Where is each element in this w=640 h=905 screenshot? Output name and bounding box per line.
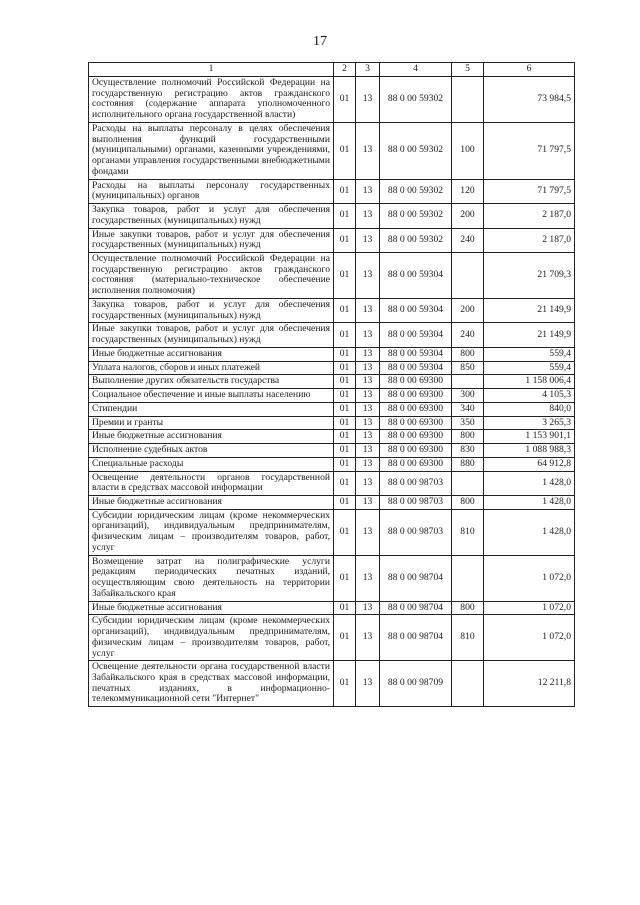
- expense-type-cell: 850: [452, 361, 484, 375]
- target-article-cell: 88 0 00 69300: [380, 457, 452, 471]
- table-row: [89, 253, 575, 299]
- target-article-cell: 88 0 00 59304: [380, 298, 452, 322]
- row-name-cell: Выполнение других обязательств государства: [89, 375, 334, 389]
- expense-type-cell: 240: [452, 228, 484, 252]
- section-code-cell: 01: [334, 402, 356, 416]
- row-name-cell: Освещение деятельности органа государственной власти Забайкальского края в средствах массовой информации, печатных изданиях, в информационно-телекоммуникационной сети "Интернет": [89, 661, 334, 707]
- section-code-cell: 01: [334, 457, 356, 471]
- amount-cell: 73 984,5: [484, 77, 575, 123]
- budget-table: [88, 62, 575, 707]
- table-row: [89, 122, 575, 179]
- expense-type-cell: 340: [452, 402, 484, 416]
- table-row: [89, 228, 575, 252]
- target-article-cell: 88 0 00 98703: [380, 495, 452, 509]
- row-name-cell: Осуществление полномочий Российской Федерации на государственную регистрацию актов гражданского состояния (материально-техническое обеспечение исполнения полномочия): [89, 253, 334, 299]
- amount-cell: 1 072,0: [484, 615, 575, 661]
- subsection-code-cell: 13: [356, 389, 380, 403]
- target-article-cell: 88 0 00 98704: [380, 601, 452, 615]
- section-code-cell: 01: [334, 509, 356, 555]
- section-code-cell: 01: [334, 77, 356, 123]
- subsection-code-cell: 13: [356, 555, 380, 601]
- expense-type-cell: [452, 375, 484, 389]
- target-article-cell: 88 0 00 59304: [380, 323, 452, 347]
- row-name-cell: Иные закупки товаров, работ и услуг для обеспечения государственных (муниципальных) нужд: [89, 228, 334, 252]
- row-name-cell: Расходы на выплаты персоналу в целях обеспечения выполнения функций государственными (муниципальными) органами, казенными учреждениями, органами управления государственными внебюджетными фондами: [89, 122, 334, 179]
- section-code-cell: 01: [334, 661, 356, 707]
- amount-cell: 21 149,9: [484, 298, 575, 322]
- subsection-code-cell: 13: [356, 204, 380, 228]
- section-code-cell: 01: [334, 389, 356, 403]
- subsection-code-cell: 13: [356, 661, 380, 707]
- row-name-cell: Уплата налогов, сборов и иных платежей: [89, 361, 334, 375]
- section-code-cell: 01: [334, 601, 356, 615]
- subsection-code-cell: 13: [356, 122, 380, 179]
- amount-cell: 840,0: [484, 402, 575, 416]
- table-row: [89, 375, 575, 389]
- row-name-cell: Возмещение затрат на полиграфические услуги редакциям периодических печатных изданий, осуществляющим свою деятельность на территории Забайкальского края: [89, 555, 334, 601]
- target-article-cell: 88 0 00 69300: [380, 389, 452, 403]
- table-row: [89, 204, 575, 228]
- target-article-cell: 88 0 00 98703: [380, 509, 452, 555]
- expense-type-cell: 120: [452, 179, 484, 203]
- amount-cell: 1 072,0: [484, 555, 575, 601]
- expense-type-cell: 810: [452, 509, 484, 555]
- target-article-cell: 88 0 00 69300: [380, 444, 452, 458]
- expense-type-cell: 800: [452, 430, 484, 444]
- section-code-cell: 01: [334, 298, 356, 322]
- section-code-cell: 01: [334, 430, 356, 444]
- expense-type-cell: 800: [452, 601, 484, 615]
- row-name-cell: Закупка товаров, работ и услуг для обеспечения государственных (муниципальных) нужд: [89, 204, 334, 228]
- section-code-cell: 01: [334, 122, 356, 179]
- page-number: 17: [313, 34, 327, 49]
- subsection-code-cell: 13: [356, 347, 380, 361]
- row-name-cell: Исполнение судебных актов: [89, 444, 334, 458]
- subsection-code-cell: 13: [356, 457, 380, 471]
- expense-type-cell: 240: [452, 323, 484, 347]
- expense-type-cell: [452, 661, 484, 707]
- row-name-cell: Субсидии юридическим лицам (кроме некоммерческих организаций), индивидуальным предпринимателям, физическим лицам – производителям товаров, работ, услуг: [89, 615, 334, 661]
- subsection-code-cell: 13: [356, 228, 380, 252]
- table-row: [89, 416, 575, 430]
- amount-cell: 1 428,0: [484, 509, 575, 555]
- expense-type-cell: 200: [452, 298, 484, 322]
- column-header: 3: [356, 63, 380, 77]
- subsection-code-cell: 13: [356, 253, 380, 299]
- subsection-code-cell: 13: [356, 509, 380, 555]
- column-header: 1: [89, 63, 334, 77]
- subsection-code-cell: 13: [356, 323, 380, 347]
- target-article-cell: 88 0 00 69300: [380, 402, 452, 416]
- subsection-code-cell: 13: [356, 375, 380, 389]
- amount-cell: 4 105,3: [484, 389, 575, 403]
- row-name-cell: Специальные расходы: [89, 457, 334, 471]
- subsection-code-cell: 13: [356, 444, 380, 458]
- table-row: [89, 471, 575, 495]
- subsection-code-cell: 13: [356, 430, 380, 444]
- row-name-cell: Иные закупки товаров, работ и услуг для обеспечения государственных (муниципальных) нужд: [89, 323, 334, 347]
- target-article-cell: 88 0 00 59304: [380, 361, 452, 375]
- table-row: [89, 601, 575, 615]
- expense-type-cell: [452, 555, 484, 601]
- row-name-cell: Иные бюджетные ассигнования: [89, 495, 334, 509]
- subsection-code-cell: 13: [356, 601, 380, 615]
- amount-cell: 1 428,0: [484, 471, 575, 495]
- section-code-cell: 01: [334, 375, 356, 389]
- amount-cell: 21 149,9: [484, 323, 575, 347]
- amount-cell: 3 265,3: [484, 416, 575, 430]
- amount-cell: 12 211,8: [484, 661, 575, 707]
- expense-type-cell: 350: [452, 416, 484, 430]
- amount-cell: 1 428,0: [484, 495, 575, 509]
- subsection-code-cell: 13: [356, 471, 380, 495]
- table-row: [89, 402, 575, 416]
- table-row: [89, 457, 575, 471]
- section-code-cell: 01: [334, 555, 356, 601]
- row-name-cell: Субсидии юридическим лицам (кроме некоммерческих организаций), индивидуальным предпринимателям, физическим лицам – производителям товаров, работ, услуг: [89, 509, 334, 555]
- table-row: [89, 179, 575, 203]
- column-header: 4: [380, 63, 452, 77]
- table-row: [89, 77, 575, 123]
- target-article-cell: 88 0 00 59304: [380, 347, 452, 361]
- row-name-cell: Премии и гранты: [89, 416, 334, 430]
- table-row: [89, 615, 575, 661]
- subsection-code-cell: 13: [356, 179, 380, 203]
- expense-type-cell: [452, 77, 484, 123]
- table-row: [89, 347, 575, 361]
- row-name-cell: Социальное обеспечение и иные выплаты населению: [89, 389, 334, 403]
- table-row: [89, 361, 575, 375]
- table-header-row: [89, 63, 575, 77]
- target-article-cell: 88 0 00 98703: [380, 471, 452, 495]
- target-article-cell: 88 0 00 69300: [380, 375, 452, 389]
- target-article-cell: 88 0 00 69300: [380, 430, 452, 444]
- expense-type-cell: 880: [452, 457, 484, 471]
- expense-type-cell: 100: [452, 122, 484, 179]
- table-row: [89, 495, 575, 509]
- section-code-cell: 01: [334, 471, 356, 495]
- target-article-cell: 88 0 00 69300: [380, 416, 452, 430]
- expense-type-cell: [452, 253, 484, 299]
- amount-cell: 2 187,0: [484, 228, 575, 252]
- target-article-cell: 88 0 00 59304: [380, 253, 452, 299]
- table-row: [89, 444, 575, 458]
- amount-cell: 1 158 006,4: [484, 375, 575, 389]
- section-code-cell: 01: [334, 204, 356, 228]
- table-row: [89, 509, 575, 555]
- table-row: [89, 323, 575, 347]
- row-name-cell: Иные бюджетные ассигнования: [89, 430, 334, 444]
- row-name-cell: Стипендии: [89, 402, 334, 416]
- amount-cell: 64 912,8: [484, 457, 575, 471]
- column-header: 2: [334, 63, 356, 77]
- amount-cell: 2 187,0: [484, 204, 575, 228]
- section-code-cell: 01: [334, 253, 356, 299]
- amount-cell: 559,4: [484, 347, 575, 361]
- row-name-cell: Иные бюджетные ассигнования: [89, 601, 334, 615]
- amount-cell: 1 072,0: [484, 601, 575, 615]
- target-article-cell: 88 0 00 59302: [380, 204, 452, 228]
- row-name-cell: Расходы на выплаты персоналу государственных (муниципальных) органов: [89, 179, 334, 203]
- target-article-cell: 88 0 00 59302: [380, 179, 452, 203]
- target-article-cell: 88 0 00 98709: [380, 661, 452, 707]
- target-article-cell: 88 0 00 59302: [380, 77, 452, 123]
- expense-type-cell: [452, 471, 484, 495]
- subsection-code-cell: 13: [356, 298, 380, 322]
- expense-type-cell: 800: [452, 347, 484, 361]
- section-code-cell: 01: [334, 416, 356, 430]
- column-header: 6: [484, 63, 575, 77]
- section-code-cell: 01: [334, 444, 356, 458]
- expense-type-cell: 300: [452, 389, 484, 403]
- table-row: [89, 389, 575, 403]
- section-code-cell: 01: [334, 495, 356, 509]
- table-row: [89, 298, 575, 322]
- table-row: [89, 661, 575, 707]
- amount-cell: 71 797,5: [484, 179, 575, 203]
- section-code-cell: 01: [334, 228, 356, 252]
- row-name-cell: Иные бюджетные ассигнования: [89, 347, 334, 361]
- target-article-cell: 88 0 00 59302: [380, 122, 452, 179]
- column-header: 5: [452, 63, 484, 77]
- row-name-cell: Освещение деятельности органов государственной власти в средствах массовой информации: [89, 471, 334, 495]
- expense-type-cell: 810: [452, 615, 484, 661]
- amount-cell: 1 153 901,1: [484, 430, 575, 444]
- amount-cell: 1 088 988,3: [484, 444, 575, 458]
- row-name-cell: Закупка товаров, работ и услуг для обеспечения государственных (муниципальных) нужд: [89, 298, 334, 322]
- subsection-code-cell: 13: [356, 77, 380, 123]
- expense-type-cell: 200: [452, 204, 484, 228]
- section-code-cell: 01: [334, 179, 356, 203]
- section-code-cell: 01: [334, 323, 356, 347]
- amount-cell: 71 797,5: [484, 122, 575, 179]
- section-code-cell: 01: [334, 347, 356, 361]
- row-name-cell: Осуществление полномочий Российской Федерации на государственную регистрацию актов гражданского состояния (содержание аппарата уполномоченного исполнительного органа государственной власти): [89, 77, 334, 123]
- target-article-cell: 88 0 00 98704: [380, 555, 452, 601]
- section-code-cell: 01: [334, 361, 356, 375]
- expense-type-cell: 800: [452, 495, 484, 509]
- subsection-code-cell: 13: [356, 416, 380, 430]
- section-code-cell: 01: [334, 615, 356, 661]
- subsection-code-cell: 13: [356, 402, 380, 416]
- table-row: [89, 555, 575, 601]
- expense-type-cell: 830: [452, 444, 484, 458]
- subsection-code-cell: 13: [356, 361, 380, 375]
- table-row: [89, 430, 575, 444]
- amount-cell: 21 709,3: [484, 253, 575, 299]
- subsection-code-cell: 13: [356, 615, 380, 661]
- subsection-code-cell: 13: [356, 495, 380, 509]
- amount-cell: 559,4: [484, 361, 575, 375]
- target-article-cell: 88 0 00 59302: [380, 228, 452, 252]
- target-article-cell: 88 0 00 98704: [380, 615, 452, 661]
